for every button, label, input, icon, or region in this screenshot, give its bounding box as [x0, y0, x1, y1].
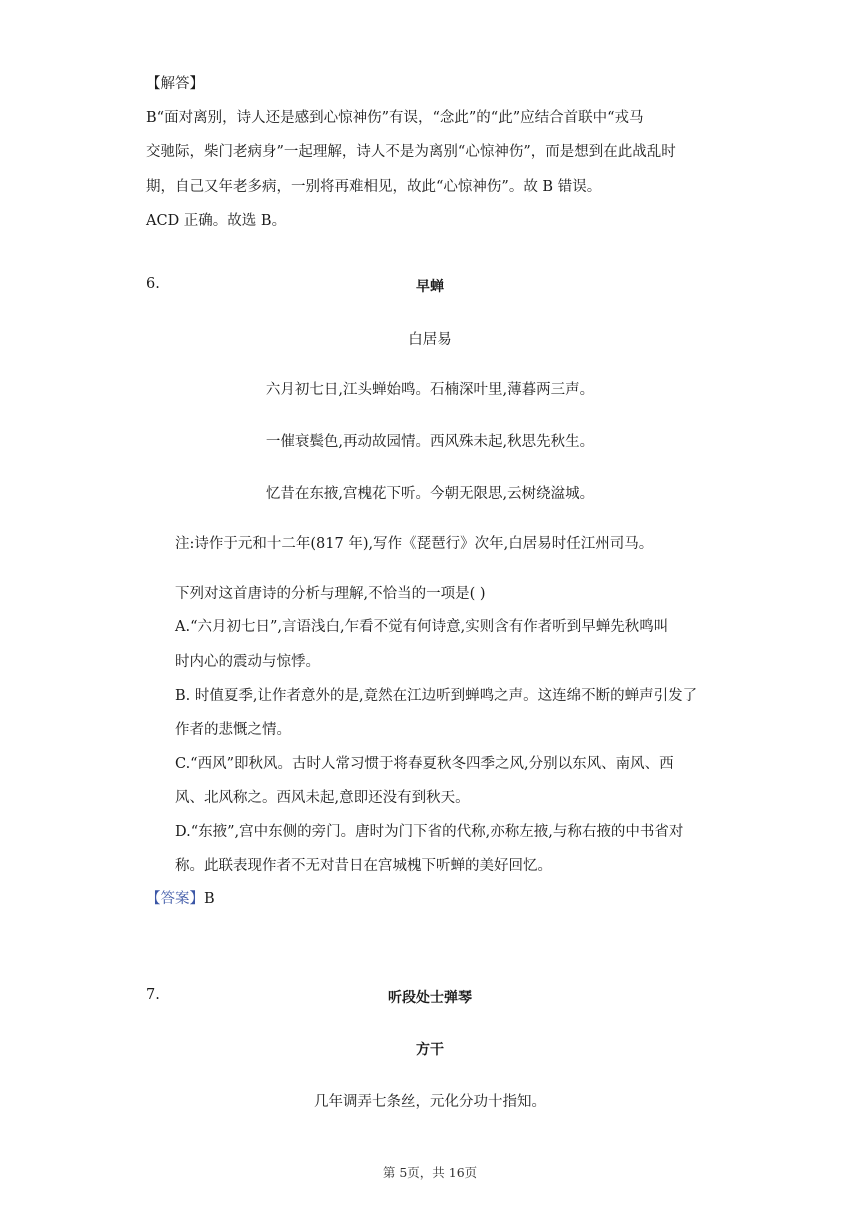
jieda-line-4: ACD 正确。故选 B。 — [146, 213, 287, 229]
answer-row — [146, 887, 215, 908]
answer-label: 【答案】 — [146, 891, 204, 907]
poem-author: 白居易 — [408, 332, 452, 348]
option-a-cont: 时内心的震动与惊悸。 — [175, 654, 320, 670]
option-d: D.“东掖”,宫中东侧的旁门。唐时为门下省的代称,亦称左掖,与称右掖的中书省对 — [175, 824, 684, 840]
jieda-line-1: B“面对离别，诗人还是感到心惊神伤”有误，“念此”的“此”应结合首联中“戎马 — [146, 110, 644, 126]
option-a: A.“六月初七日”,言语浅白,乍看不觉有何诗意,实则含有作者听到早蝉先秋鸣叫 — [175, 619, 669, 635]
jieda-label: 【解答】 — [146, 76, 204, 92]
question-stem: 下列对这首唐诗的分析与理解,不恰当的一项是( ) — [175, 586, 486, 602]
question-number: 6. — [146, 276, 160, 292]
poem-line: 一催衰鬓色,再动故园情。西风殊未起,秋思先秋生。 — [265, 434, 595, 450]
option-c-cont: 风、北风称之。西风未起,意即还没有到秋天。 — [175, 790, 470, 806]
option-d-cont: 称。此联表现作者不无对昔日在宫城槐下听蝉的美好回忆。 — [175, 858, 552, 874]
answer-value: B — [204, 891, 215, 907]
poem-title: 早蝉 — [416, 279, 444, 295]
question-number: 7. — [146, 987, 160, 1003]
poem-line: 几年调弄七条丝，元化分功十指知。 — [314, 1094, 546, 1110]
jieda-line-3: 期，自己又年老多病，一别将再难相见，故此“心惊神伤”。故 B 错误。 — [146, 179, 602, 195]
poem-title: 听段处士弹琴 — [388, 990, 472, 1006]
option-b: B. 时值夏季,让作者意外的是,竟然在江边听到蝉鸣之声。这连绵不断的蝉声引发了 — [175, 688, 698, 704]
poem-note: 注:诗作于元和十二年(817 年),写作《琵琶行》次年,白居易时任江州司马。 — [175, 536, 654, 552]
option-b-cont: 作者的悲慨之情。 — [175, 722, 291, 738]
page-footer: 第 5页，共 16页 — [382, 1165, 478, 1180]
option-c: C.“西风”即秋风。古时人常习惯于将春夏秋冬四季之风,分别以东风、南风、西 — [175, 756, 674, 772]
poem-line: 忆昔在东掖,宫槐花下听。今朝无限思,云树绕湓城。 — [265, 486, 595, 502]
poem-author: 方干 — [416, 1042, 444, 1058]
poem-line: 六月初七日,江头蝉始鸣。石楠深叶里,薄暮两三声。 — [265, 382, 595, 398]
jieda-line-2: 交驰际，柴门老病身”一起理解，诗人不是为离别“心惊神伤”，而是想到在此战乱时 — [146, 144, 676, 160]
